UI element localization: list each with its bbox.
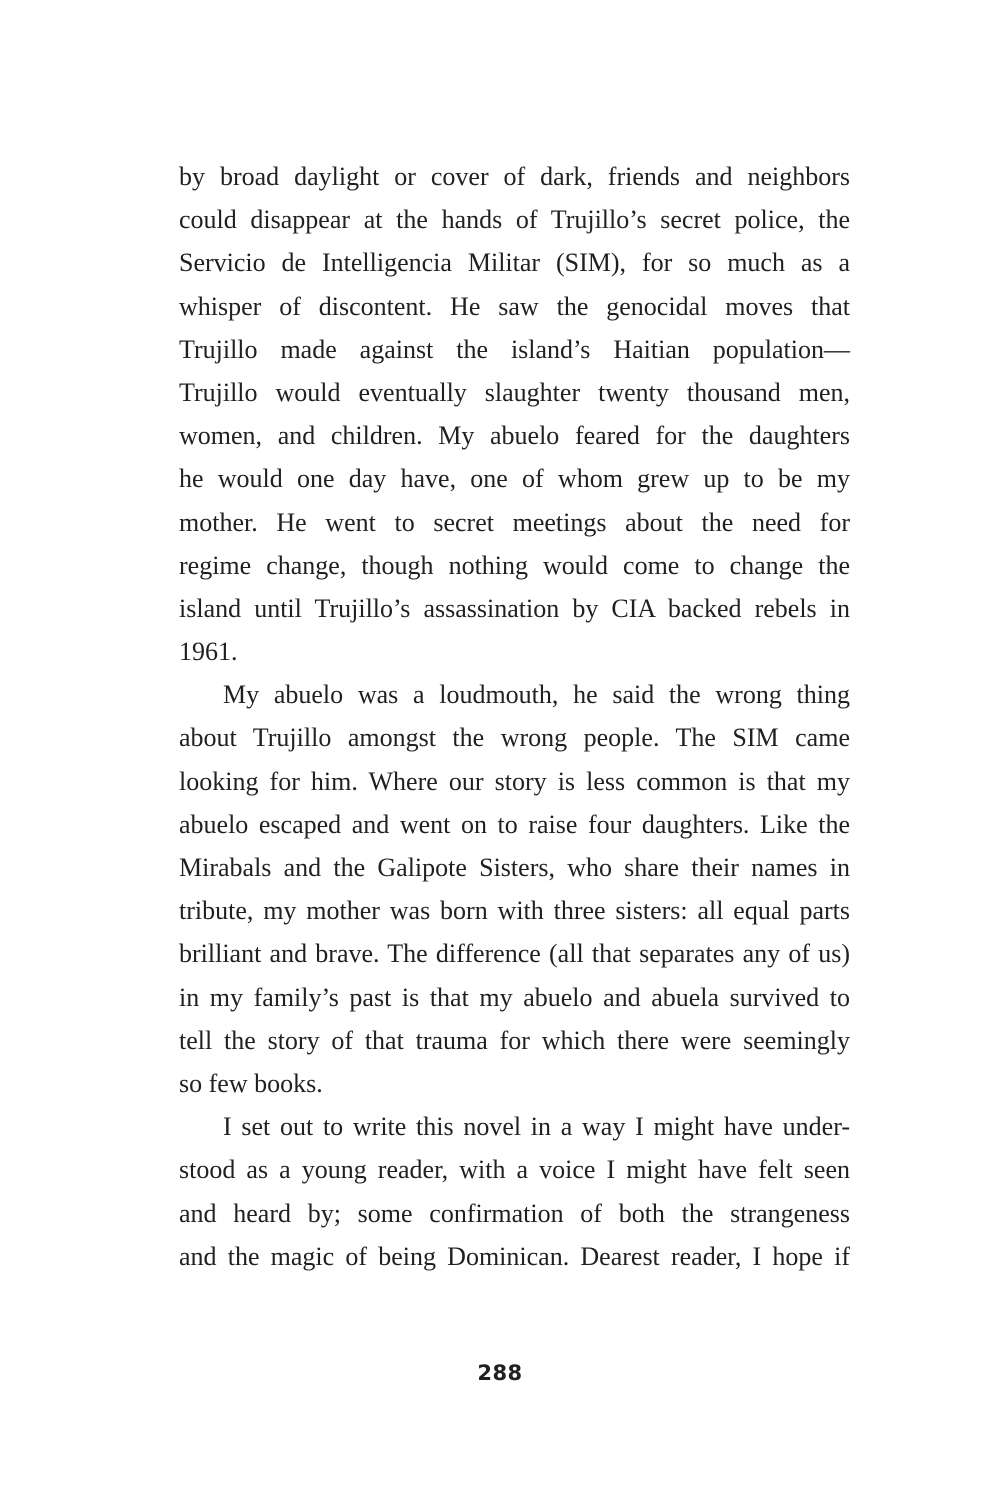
text-line: could disappear at the hands of Trujillo’s secret police, the bbox=[179, 205, 850, 235]
page-number: 288 bbox=[477, 1361, 523, 1385]
text-line: Servicio de Intelligencia Militar (SIM), for so much as a bbox=[179, 248, 850, 278]
text-line: mother. He went to secret meetings about the need for bbox=[179, 507, 850, 537]
text-line: tell the story of that trauma for which there were seemingly bbox=[179, 1025, 850, 1055]
text-line: in my family’s past is that my abuelo and abuela survived to bbox=[179, 982, 850, 1012]
text-line: so few books. bbox=[179, 1068, 323, 1098]
text-line: looking for him. Where our story is less common is that my bbox=[179, 766, 850, 796]
text-line: regime change, though nothing would come to change the bbox=[179, 550, 850, 580]
text-line: My abuelo was a loudmouth, he said the wrong thing bbox=[223, 680, 850, 710]
text-line: 1961. bbox=[179, 637, 238, 667]
text-line: I set out to write this novel in a way I might have under- bbox=[223, 1112, 850, 1142]
text-line: about Trujillo amongst the wrong people. The SIM came bbox=[179, 723, 850, 753]
text-line: Trujillo made against the island’s Haitian population— bbox=[179, 334, 850, 364]
text-line: women, and children. My abuelo feared for the daughters bbox=[179, 421, 850, 451]
text-line: stood as a young reader, with a voice I might have felt seen bbox=[179, 1155, 850, 1185]
text-line: and heard by; some confirmation of both the strangeness bbox=[179, 1198, 850, 1228]
text-line: tribute, my mother was born with three sisters: all equal parts bbox=[179, 896, 850, 926]
text-line: abuelo escaped and went on to raise four daughters. Like the bbox=[179, 809, 850, 839]
text-line: Trujillo would eventually slaughter twenty thousand men, bbox=[179, 377, 850, 407]
body-text bbox=[179, 155, 850, 1278]
text-line: whisper of discontent. He saw the genocidal moves that bbox=[179, 291, 850, 321]
text-line: Mirabals and the Galipote Sisters, who share their names in bbox=[179, 853, 850, 882]
text-line: and the magic of being Dominican. Dearest reader, I hope if bbox=[179, 1241, 850, 1271]
text-line: he would one day have, one of whom grew up to be my bbox=[179, 464, 850, 494]
text-line: island until Trujillo’s assassination by CIA backed rebels in bbox=[179, 593, 850, 623]
text-line: by broad daylight or cover of dark, friends and neighbors bbox=[179, 162, 850, 191]
text-line: brilliant and brave. The difference (all that separates any of us) bbox=[179, 939, 850, 969]
